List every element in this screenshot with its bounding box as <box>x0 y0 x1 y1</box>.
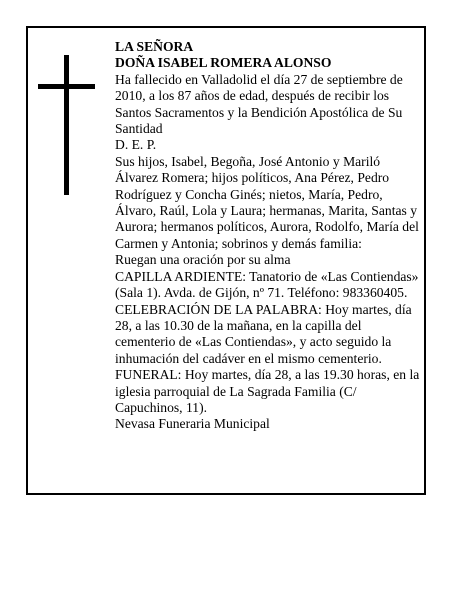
rip-line: D. E. P. <box>115 137 157 153</box>
prayer-request: Ruegan una oración por su alma <box>115 252 291 268</box>
cross-icon <box>64 55 69 195</box>
cross-icon-crossbar <box>38 84 95 89</box>
chapel-info: CAPILLA ARDIENTE: Tanatorio de «Las Contiendas» (Sala 1). Avda. de Gijón, nº 71. Teléfono: 983360405. <box>115 268 419 301</box>
notice-title: LA SEÑORA <box>115 39 194 54</box>
celebration-info: CELEBRACIÓN DE LA PALABRA: Hoy martes, día 28, a las 10.30 de la mañana, en la capilla del cementerio de «Las Contiendas», y acto seguido la inhumación del cadáver en el mismo cementerio. <box>115 301 412 366</box>
funeral-info: FUNERAL: Hoy martes, día 28, a las 19.30 horas, en la iglesia parroquial de La Sagrada Familia (C/ Capuchinos, 11). <box>115 367 420 415</box>
death-announcement: Ha fallecido en Valladolid el día 27 de septiembre de 2010, a los 87 años de edad, después de recibir los Santos Sacramentos y la Bendición Apostólica de Su Santidad <box>115 71 403 137</box>
family-list: Sus hijos, Isabel, Begoña, José Antonio y Mariló Álvarez Romera; hijos políticos, Ana Pérez, Pedro Rodríguez y Concha Ginés; nietos, María, Pedro, Álvaro, Raúl, Lola y Laura; hermanas, Marita, Santas y Aurora; hermanos políticos, Aurora, Rodolfo, María del Carmen y Antonia; sobrinos y demás familia: <box>115 153 419 251</box>
obituary-text <box>115 39 423 433</box>
deceased-name: DOÑA ISABEL ROMERA ALONSO <box>115 55 332 71</box>
funeral-home: Nevasa Funeraria Municipal <box>115 416 270 432</box>
